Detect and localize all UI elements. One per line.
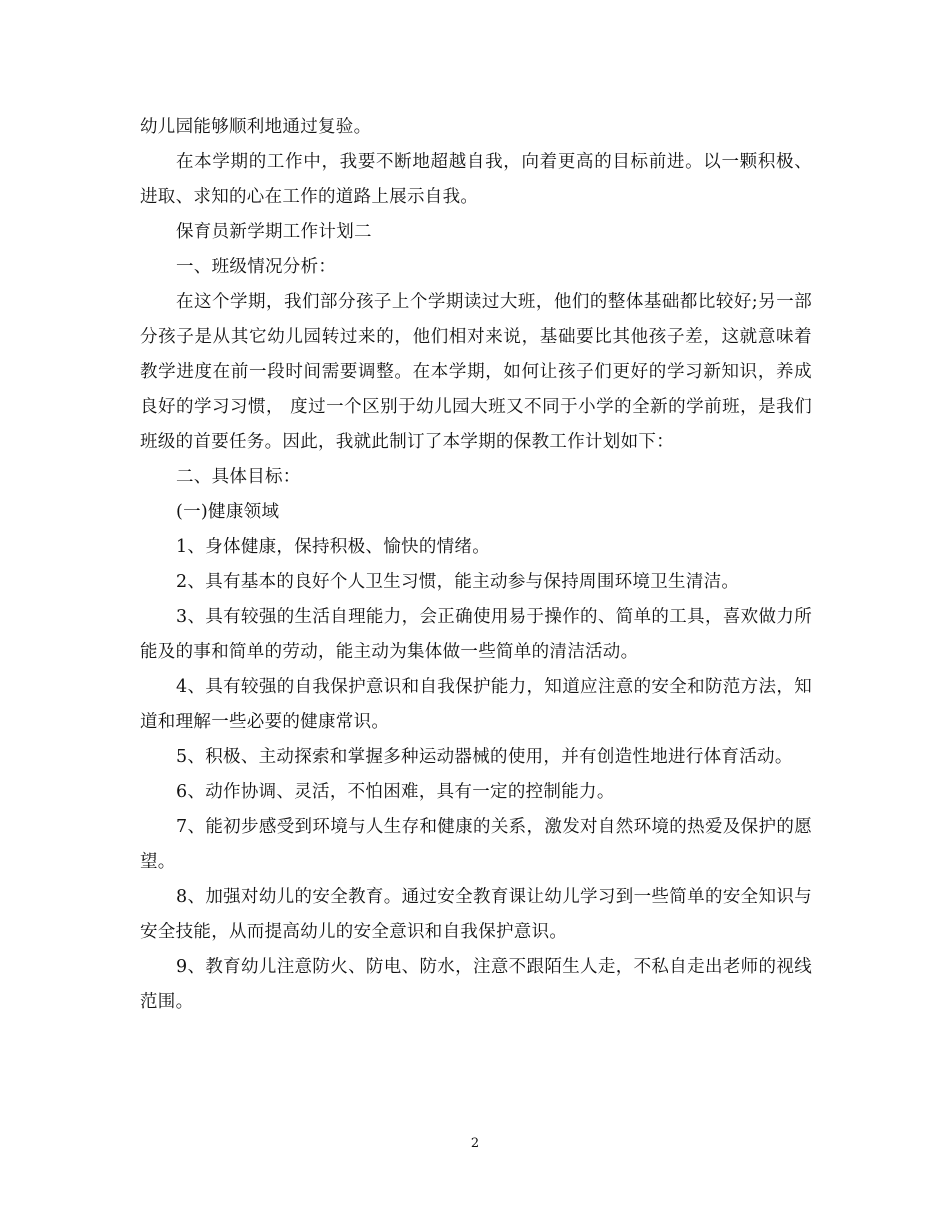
list-item: 7、能初步感受到环境与人生存和健康的关系，激发对自然环境的热爱及保护的愿望。: [140, 817, 812, 872]
paragraph: 在本学期的工作中，我要不断地超越自我，向着更高的目标前进。以一颗积极、进取、求知的心在工作的道路上展示自我。: [140, 152, 812, 207]
section-title: 保育员新学期工作计划二: [176, 222, 372, 242]
list-item: 1、身体健康，保持积极、愉快的情绪。: [176, 537, 491, 557]
heading-specific-goals: 二、具体目标：: [176, 467, 301, 487]
list-item: 2、具有基本的良好个人卫生习惯，能主动参与保持周围环境卫生清洁。: [176, 572, 740, 592]
heading-health-domain: (一)健康领域: [176, 502, 280, 522]
list-item: 8、加强对幼儿的安全教育。通过安全教育课让幼儿学习到一些简单的安全知识与安全技能，从而提高幼儿的安全意识和自我保护意识。: [140, 887, 812, 942]
list-item: 5、积极、主动探索和掌握多种运动器械的使用，并有创造性地进行体育活动。: [176, 747, 793, 767]
list-item: 3、具有较强的生活自理能力，会正确使用易于操作的、简单的工具，喜欢做力所能及的事和简单的劳动，能主动为集体做一些简单的清洁活动。: [140, 607, 812, 662]
list-item: 6、动作协调、灵活，不怕困难，具有一定的控制能力。: [176, 782, 615, 802]
heading-class-analysis: 一、班级情况分析：: [176, 257, 337, 277]
document-body: [140, 110, 812, 1020]
paragraph: 在这个学期，我们部分孩子上个学期读过大班，他们的整体基础都比较好;另一部分孩子是从其它幼儿园转过来的，他们相对来说，基础要比其他孩子差，这就意味着教学进度在前一段时间需要调整。在本学期，如何让孩子们更好的学习新知识，养成良好的学习习惯， 度过一个区别于幼儿园大班又不同于小学的全新的学前班，是我们班级的首要任务。因此，我就此制订了本学期的保教工作计划如下：: [140, 292, 812, 452]
list-item: 4、具有较强的自我保护意识和自我保护能力，知道应注意的安全和防范方法，知道和理解一些必要的健康常识。: [140, 677, 812, 732]
paragraph-continuation: 幼儿园能够顺利地通过复验。: [140, 117, 372, 137]
page-number: 2: [470, 1136, 480, 1151]
list-item: 9、教育幼儿注意防火、防电、防水，注意不跟陌生人走，不私自走出老师的视线范围。: [140, 957, 812, 1012]
